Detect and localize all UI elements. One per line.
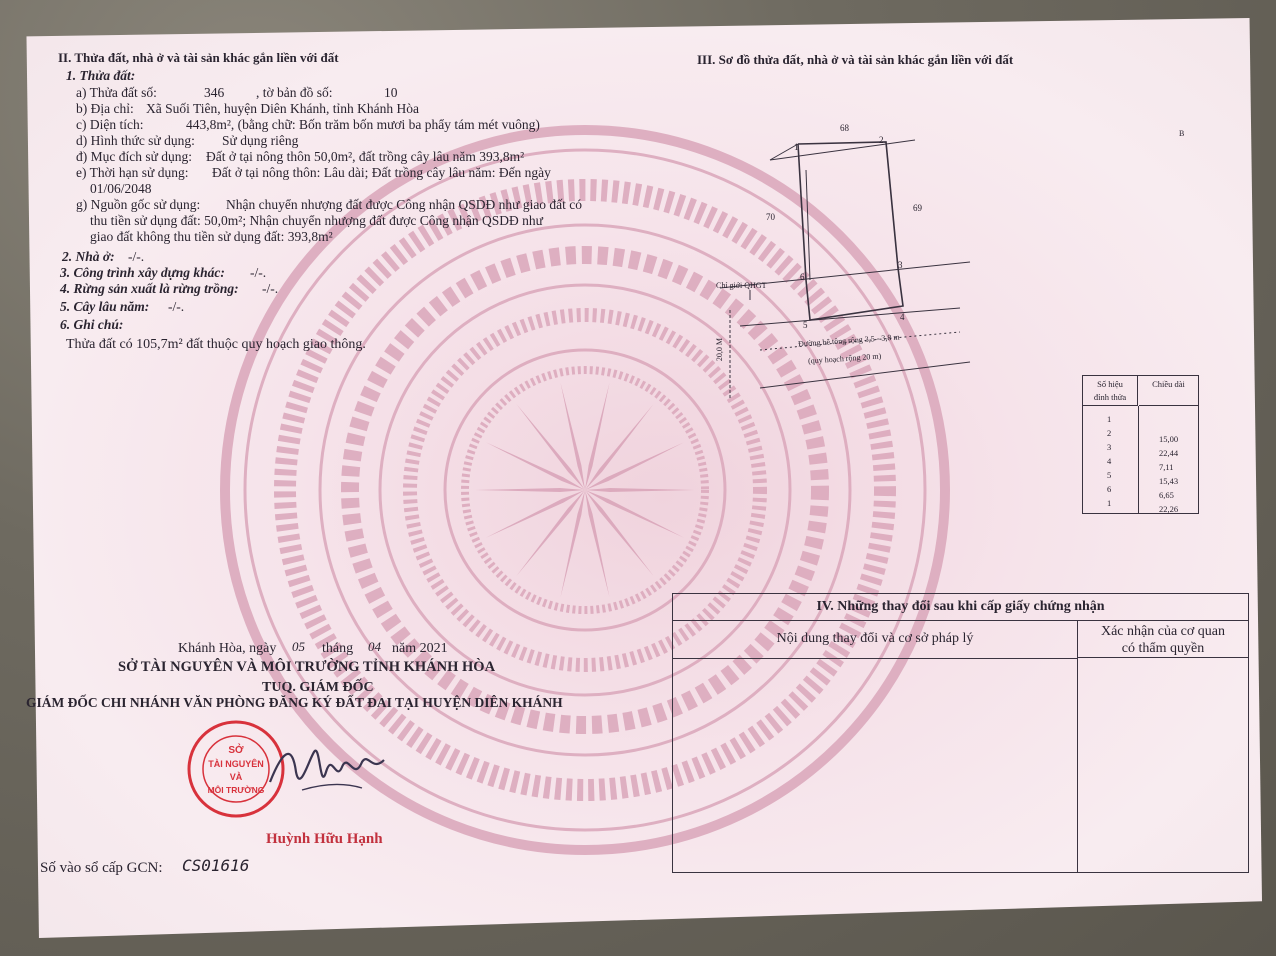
- origin-value: Nhận chuyển nhượng đất được Công nhận QSDĐ như giao đất có: [226, 197, 583, 212]
- section2-title: II. Thửa đất, nhà ở và tài sản khác gắn liền với đất: [58, 50, 339, 65]
- usage-term-label: e) Thời hạn sử dụng:: [76, 165, 189, 180]
- changes-col-content: Nội dung thay đổi và cơ sở pháp lý: [673, 620, 1078, 659]
- s1-heading: 1. Thửa đất:: [66, 68, 136, 83]
- origin-value-3: giao đất không thu tiền sử dụng đất: 393,8m²: [90, 229, 333, 244]
- changes-col-confirm-2: có thẩm quyền: [1121, 641, 1205, 656]
- area-value: 443,8m², (bằng chữ: Bốn trăm bốn mươi ba phẩy tám mét vuông): [186, 117, 540, 132]
- usage-form-label: d) Hình thức sử dụng:: [76, 133, 195, 148]
- edge-row-length: 15,43: [1159, 476, 1179, 486]
- edge-row-id: 5: [1107, 470, 1112, 480]
- origin-value-2: thu tiền sử dụng đất: 50,0m²; Nhận chuyển nhượng đất được Công nhận QSDĐ như: [90, 213, 543, 228]
- stamp-line-2: TÀI NGUYÊN: [208, 759, 264, 769]
- edge-row-id: 4: [1107, 456, 1112, 466]
- usage-purpose-label: đ) Mục đích sử dụng:: [76, 149, 193, 164]
- date-prefix: Khánh Hòa, ngày: [178, 641, 277, 656]
- edge-length-table: [1082, 375, 1199, 514]
- s5-heading: 5. Cây lâu năm:: [60, 299, 150, 314]
- vertex-4: 4: [900, 312, 905, 322]
- parcel-no-value: 346: [204, 85, 225, 100]
- date-month-label: tháng: [322, 641, 354, 656]
- qhgt-label: Chỉ giới QHGT: [716, 281, 767, 290]
- parcel-no-label: a) Thửa đất số:: [76, 85, 157, 100]
- edge-row-length: 15,00: [1159, 434, 1179, 444]
- road-plan-label: (quy hoạch rộng 20 m): [807, 351, 882, 366]
- section4-title: IV. Những thay đổi sau khi cấp giấy chứng nhận: [673, 594, 1248, 621]
- s3-heading: 3. Công trình xây dựng khác:: [60, 265, 225, 280]
- s6-heading: 6. Ghi chú:: [60, 317, 124, 332]
- s5-value: -/-.: [168, 299, 185, 314]
- branch-director: GIÁM ĐỐC CHI NHÁNH VĂN PHÒNG ĐĂNG KÝ ĐẤT ĐAI TẠI HUYỆN DIÊN KHÁNH: [26, 695, 563, 710]
- edge-table-divider: [1138, 406, 1139, 513]
- stamp-line-1: SỞ: [228, 745, 244, 756]
- north-arrow-icon: B: [1179, 129, 1185, 138]
- map-sheet-label: , tờ bản đồ số:: [256, 85, 333, 100]
- edge-row-id: 1: [1107, 498, 1112, 508]
- edge-row-length: 6,65: [1159, 490, 1174, 500]
- s2-heading: 2. Nhà ở:: [62, 249, 115, 264]
- vertex-5: 5: [803, 320, 808, 330]
- date-month: 04: [368, 639, 381, 654]
- date-day: 05: [292, 639, 305, 654]
- edge-row-id: 6: [1107, 484, 1112, 494]
- edge-row-length: 22,44: [1159, 448, 1179, 458]
- edge-table-header-id: [1083, 376, 1138, 406]
- road-label: Đường bê tông rộng 3,5 - 3,8 m: [797, 332, 900, 349]
- vertex-6: 6: [800, 272, 805, 282]
- s2-value: -/-.: [128, 249, 145, 264]
- date-year: năm 2021: [392, 641, 448, 656]
- stamp-line-4: MÔI TRƯỜNG: [207, 785, 265, 795]
- usage-form-value: Sử dụng riêng: [222, 133, 299, 148]
- changes-col-confirm-1: Xác nhận của cơ quan: [1100, 624, 1225, 639]
- edge-row-id: 2: [1107, 428, 1112, 438]
- edge-row-id: 3: [1107, 442, 1112, 452]
- map-sheet-value: 10: [384, 85, 398, 100]
- edge-row-id: 1: [1107, 414, 1112, 424]
- vertex-3: 3: [898, 260, 903, 270]
- edge-row-length: 22,26: [1159, 504, 1179, 514]
- edge-row-length: 7,11: [1159, 462, 1174, 472]
- section3-title: III. Sơ đồ thửa đất, nhà ở và tài sản khác gắn liền với đất: [697, 52, 1014, 67]
- gcn-value: CS01616: [182, 856, 250, 875]
- neighbor-68: 68: [840, 123, 849, 133]
- area-label: c) Diện tích:: [76, 117, 144, 132]
- stamp-line-3: VÀ: [229, 772, 243, 782]
- issuing-org: SỞ TÀI NGUYÊN VÀ MÔI TRƯỜNG TỈNH KHÁNH HÒA: [118, 659, 496, 675]
- signer-name: Huỳnh Hữu Hạnh: [266, 831, 383, 847]
- changes-col-divider: [1077, 658, 1078, 872]
- edge-header-id-1: Số hiệu: [1097, 379, 1123, 389]
- vertex-1: 1: [794, 142, 799, 152]
- edge-header-id-2: đỉnh thửa: [1093, 392, 1127, 402]
- neighbor-69: 69: [913, 203, 922, 213]
- handwritten-signature: [262, 732, 392, 802]
- changes-col-confirm: [1078, 620, 1248, 658]
- usage-term-value-2: 01/06/2048: [90, 181, 152, 196]
- address-value: Xã Suối Tiên, huyện Diên Khánh, tỉnh Khánh Hòa: [146, 101, 419, 116]
- note-text: Thửa đất có 105,7m² đất thuộc quy hoạch giao thông.: [66, 337, 366, 352]
- gcn-label: Số vào sổ cấp GCN:: [40, 860, 163, 876]
- s3-value: -/-.: [250, 265, 267, 280]
- parcel-sketch: [700, 100, 1100, 410]
- origin-label: g) Nguồn gốc sử dụng:: [76, 197, 201, 212]
- vertex-2: 2: [879, 135, 884, 145]
- usage-purpose-value: Đất ở tại nông thôn 50,0m², đất trồng cây lâu năm 393,8m²: [206, 149, 525, 164]
- changes-table: [672, 593, 1249, 873]
- neighbor-70: 70: [766, 212, 775, 222]
- s4-heading: 4. Rừng sản xuất là rừng trồng:: [60, 281, 239, 296]
- tuq-director: TUQ. GIÁM ĐỐC: [262, 680, 374, 695]
- edge-table-header-len: Chiều dài: [1139, 376, 1198, 406]
- road-width-label: 20,0 M: [715, 337, 725, 362]
- address-label: b) Địa chỉ:: [76, 101, 134, 116]
- s4-value: -/-.: [262, 281, 279, 296]
- usage-term-value: Đất ở tại nông thôn: Lâu dài; Đất trồng cây lâu năm: Đến ngày: [212, 165, 551, 180]
